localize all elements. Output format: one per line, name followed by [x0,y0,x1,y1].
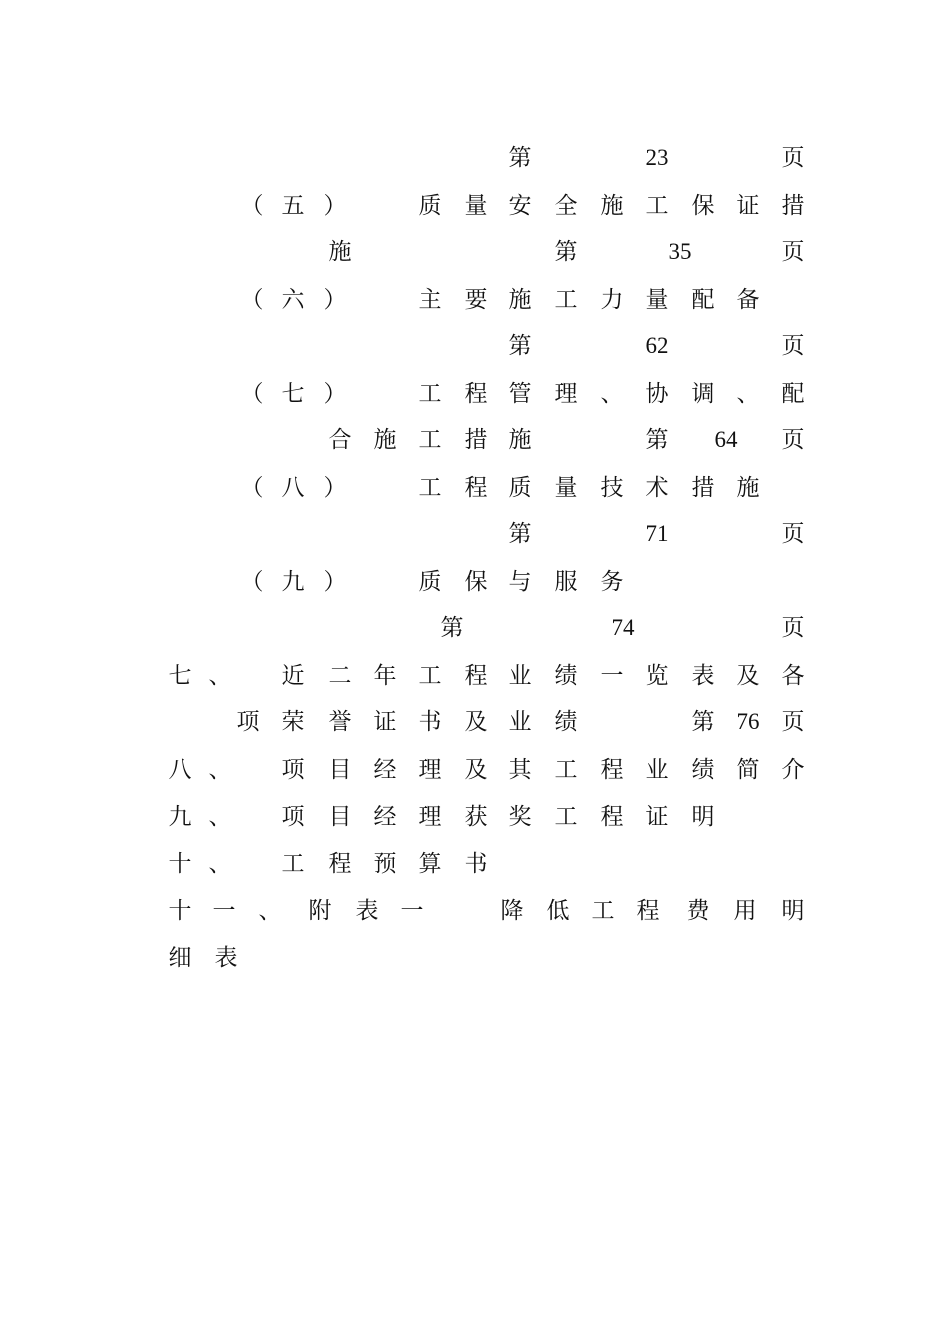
toc-glyph: （ [240,569,264,595]
toc-glyph: 理 [554,381,578,407]
toc-glyph: 理 [418,757,442,783]
toc-glyph: 工 [591,898,615,924]
toc-glyph: 工 [418,475,442,501]
toc-glyph: 算 [418,851,442,877]
toc-glyph: 备 [736,287,760,313]
toc-glyph: 工 [418,663,442,689]
toc-glyph: 协 [645,381,669,407]
toc-glyph: 主 [418,287,442,313]
toc-glyph: 工 [645,193,669,219]
toc-glyph: 一 [400,898,424,924]
toc-glyph: 奖 [508,804,532,830]
toc-glyph: 九 [281,569,305,595]
toc-glyph: 程 [600,757,624,783]
toc-glyph: 目 [328,804,352,830]
page-number: 74 [611,615,635,640]
toc-glyph: 表 [355,898,379,924]
toc-glyph: 程 [464,663,488,689]
toc-glyph: 、 [208,757,232,783]
toc-glyph: 与 [508,569,532,595]
toc-glyph: ） [323,381,347,407]
toc-glyph: 降 [500,898,524,924]
toc-glyph: 证 [736,193,760,219]
toc-glyph: 理 [418,804,442,830]
toc-glyph: 措 [464,427,488,453]
toc-glyph: 配 [781,381,805,407]
toc-glyph: 及 [464,757,488,783]
toc-glyph: 一 [600,663,624,689]
toc-glyph: 质 [418,569,442,595]
toc-glyph: 第 [691,709,715,735]
toc-glyph: 近 [281,663,305,689]
toc-glyph: 第 [508,521,532,547]
toc-glyph: 九 [168,804,192,830]
toc-glyph: ） [323,193,347,219]
toc-glyph: 书 [418,709,442,735]
toc-glyph: 绩 [554,663,578,689]
toc-glyph: ） [323,475,347,501]
toc-glyph: 五 [281,193,305,219]
toc-glyph: 程 [464,381,488,407]
toc-glyph: 获 [464,804,488,830]
toc-glyph: 保 [691,193,715,219]
toc-glyph: 务 [600,569,624,595]
toc-glyph: 证 [645,804,669,830]
page-number: 64 [714,427,738,452]
toc-glyph: 施 [600,193,624,219]
toc-glyph: 低 [546,898,570,924]
toc-glyph: 施 [373,427,397,453]
toc-glyph: 页 [781,427,805,453]
toc-glyph: 证 [373,709,397,735]
toc-glyph: 页 [781,521,805,547]
toc-glyph: 年 [373,663,397,689]
toc-glyph: 七 [281,381,305,407]
toc-glyph: 程 [328,851,352,877]
toc-glyph: 经 [373,804,397,830]
toc-glyph: 六 [281,287,305,313]
toc-glyph: 项 [281,757,305,783]
toc-glyph: 预 [373,851,397,877]
toc-glyph: 程 [464,475,488,501]
toc-glyph: 配 [691,287,715,313]
toc-glyph: 经 [373,757,397,783]
toc-glyph: 技 [600,475,624,501]
toc-glyph: 费 [686,898,710,924]
toc-glyph: （ [240,287,264,313]
toc-glyph: 绩 [691,757,715,783]
toc-glyph: 用 [733,898,757,924]
toc-glyph: 简 [736,757,760,783]
toc-glyph: 页 [781,145,805,171]
toc-glyph: 十 [168,851,192,877]
toc-glyph: 第 [440,615,464,641]
toc-glyph: 页 [781,709,805,735]
page-number: 62 [645,333,669,358]
toc-glyph: 要 [464,287,488,313]
toc-glyph: 工 [418,381,442,407]
toc-glyph: 七 [168,663,192,689]
toc-glyph: 工 [281,851,305,877]
toc-glyph: 及 [464,709,488,735]
toc-glyph: 力 [600,287,624,313]
toc-glyph: 、 [208,804,232,830]
toc-glyph: 绩 [554,709,578,735]
toc-glyph: 页 [781,239,805,265]
toc-glyph: 质 [418,193,442,219]
toc-glyph: 项 [281,804,305,830]
toc-glyph: 合 [328,427,352,453]
toc-glyph: ） [323,569,347,595]
toc-glyph: 表 [691,663,715,689]
toc-glyph: 业 [508,709,532,735]
toc-glyph: 页 [781,333,805,359]
toc-glyph: 质 [508,475,532,501]
toc-glyph: 介 [781,757,805,783]
toc-glyph: 业 [645,757,669,783]
toc-glyph: 措 [691,475,715,501]
toc-glyph: 明 [691,804,715,830]
toc-glyph: 、 [600,381,624,407]
toc-glyph: 第 [645,427,669,453]
toc-glyph: 措 [781,193,805,219]
toc-glyph: 安 [508,193,532,219]
toc-glyph: 工 [554,804,578,830]
toc-glyph: 量 [645,287,669,313]
toc-glyph: 第 [554,239,578,265]
toc-glyph: 、 [258,898,282,924]
toc-glyph: 第 [508,333,532,359]
toc-glyph: 保 [464,569,488,595]
toc-glyph: 项 [236,709,260,735]
toc-glyph: 八 [281,475,305,501]
toc-glyph: 全 [554,193,578,219]
toc-glyph: 其 [508,757,532,783]
toc-glyph: 程 [636,898,660,924]
toc-glyph: 、 [208,851,232,877]
toc-glyph: 施 [328,239,352,265]
toc-glyph: 、 [736,381,760,407]
toc-glyph: （ [240,475,264,501]
toc-glyph: 施 [508,427,532,453]
toc-glyph: 目 [328,757,352,783]
toc-glyph: （ [240,381,264,407]
toc-glyph: 荣 [281,709,305,735]
toc-glyph: 业 [508,663,532,689]
toc-glyph: 管 [508,381,532,407]
toc-glyph: 细 [168,945,192,971]
page-number: 71 [645,521,669,546]
toc-glyph: 表 [214,945,238,971]
toc-glyph: 二 [328,663,352,689]
toc-glyph: 施 [508,287,532,313]
toc-glyph: 调 [691,381,715,407]
page-number: 23 [645,145,669,170]
toc-glyph: 书 [464,851,488,877]
toc-glyph: 览 [645,663,669,689]
toc-glyph: 程 [600,804,624,830]
toc-glyph: 第 [508,145,532,171]
page-number: 76 [736,709,760,734]
toc-glyph: 、 [208,663,232,689]
toc-glyph: 各 [781,663,805,689]
toc-glyph: 一 [212,898,236,924]
toc-glyph: 工 [418,427,442,453]
toc-glyph: （ [240,193,264,219]
toc-glyph: 服 [554,569,578,595]
toc-glyph: 施 [736,475,760,501]
toc-glyph: 页 [781,615,805,641]
toc-glyph: 工 [554,757,578,783]
toc-glyph: 八 [168,757,192,783]
toc-glyph: 明 [781,898,805,924]
toc-glyph: 誉 [328,709,352,735]
page-number: 35 [668,239,692,264]
toc-glyph: 量 [554,475,578,501]
toc-glyph: 附 [308,898,332,924]
toc-glyph: 及 [736,663,760,689]
toc-glyph: ） [323,287,347,313]
toc-glyph: 量 [464,193,488,219]
toc-glyph: 十 [168,898,192,924]
toc-glyph: 术 [645,475,669,501]
toc-glyph: 工 [554,287,578,313]
